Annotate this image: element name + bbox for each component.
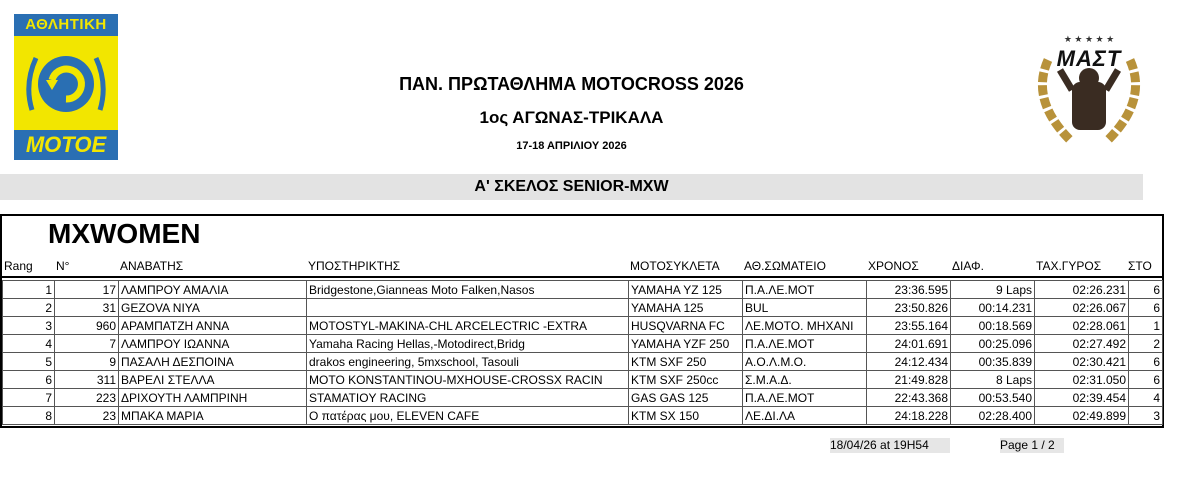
number-cell: 31 (55, 299, 119, 317)
number-cell: 17 (55, 281, 119, 299)
bestlap-cell: 02:26.067 (1035, 299, 1129, 317)
federation-logo-top-text: ΑΘΛΗΤΙΚΗ (14, 14, 118, 36)
lap-cell: 1 (1129, 317, 1163, 335)
rank-cell: 7 (3, 389, 55, 407)
club-cell: ΛΕ.ΜΟΤΟ. ΜΗΧΑΝΙ (743, 317, 867, 335)
gap-cell: 00:53.540 (951, 389, 1035, 407)
rank-cell: 4 (3, 335, 55, 353)
gap-cell: 00:18.569 (951, 317, 1035, 335)
lap-cell: 2 (1129, 335, 1163, 353)
table-row (3, 299, 1163, 317)
table-row (3, 335, 1163, 353)
report-timestamp: 18/04/26 at 19H54 (830, 438, 950, 453)
sponsor-cell: Yamaha Racing Hellas,-Motodirect,Bridg (307, 335, 629, 353)
club-cell: Α.Ο.Λ.Μ.Ο. (743, 353, 867, 371)
mast-logo-word: ΜΑΣΤ (1056, 46, 1122, 71)
rider-cell: ΑΡΑΜΠΑΤΖΗ ΑΝΝΑ (119, 317, 307, 335)
table-row (3, 281, 1163, 299)
lap-cell: 6 (1129, 353, 1163, 371)
time-cell: 23:50.826 (867, 299, 951, 317)
rider-cell: ΒΑΡΕΛΙ ΣΤΕΛΛΑ (119, 371, 307, 389)
col-number-header: N° (56, 259, 70, 273)
col-sponsor-header: ΥΠΟΣΤΗΡΙΚΤΗΣ (308, 259, 401, 273)
federation-logo-bottom-text: ΜΟΤΟΕ (14, 130, 118, 160)
championship-title: ΠΑΝ. ΠΡΩΤΑΘΛΗΜΑ MOTOCROSS 2026 (399, 74, 744, 94)
club-cell: Π.Α.ΛΕ.ΜΟΤ (743, 281, 867, 299)
rank-cell: 1 (3, 281, 55, 299)
motorcycle-cell: YAMAHA 125 (629, 299, 743, 317)
gap-cell: 9 Laps (951, 281, 1035, 299)
results-header-row (2, 257, 1162, 278)
motorcycle-cell: KTM SX 150 (629, 407, 743, 425)
club-cell: Π.Α.ΛΕ.ΜΟΤ (743, 389, 867, 407)
event-subtitle: 1ος ΑΓΩΝΑΣ-ΤΡΙΚΑΛΑ (479, 108, 664, 127)
sponsor-cell: STAMATIOY RACING (307, 389, 629, 407)
time-cell: 22:43.368 (867, 389, 951, 407)
sponsor-cell (307, 299, 629, 317)
lap-cell: 3 (1129, 407, 1163, 425)
gap-cell: 00:35.839 (951, 353, 1035, 371)
event-date: 17-18 ΑΠΡΙΛΙΟΥ 2026 (516, 140, 627, 152)
number-cell: 960 (55, 317, 119, 335)
col-rider-header: ΑΝΑΒΑΤΗΣ (120, 259, 184, 273)
rank-cell: 8 (3, 407, 55, 425)
lap-cell: 6 (1129, 299, 1163, 317)
stage-bar (0, 174, 1143, 200)
rank-cell: 2 (3, 299, 55, 317)
number-cell: 311 (55, 371, 119, 389)
rank-cell: 6 (3, 371, 55, 389)
rider-cell: ΜΠΑΚΑ ΜΑΡΙΑ (119, 407, 307, 425)
number-cell: 7 (55, 335, 119, 353)
time-cell: 24:01.691 (867, 335, 951, 353)
motorcycle-cell: GAS GAS 125 (629, 389, 743, 407)
motorcycle-cell: YAMAHA YZF 250 (629, 335, 743, 353)
lap-cell: 4 (1129, 389, 1163, 407)
svg-text:★ ★ ★ ★ ★: ★ ★ ★ ★ ★ (1063, 34, 1115, 44)
sponsor-cell: Ο πατέρας μου, ELEVEN CAFE (307, 407, 629, 425)
club-cell: ΛΕ.ΔΙ.ΛΑ (743, 407, 867, 425)
gap-cell: 8 Laps (951, 371, 1035, 389)
motorcycle-cell: KTM SXF 250 (629, 353, 743, 371)
bestlap-cell: 02:49.899 (1035, 407, 1129, 425)
stage-title: Α' ΣΚΕΛΟΣ SENIOR-MXW (474, 178, 669, 195)
table-row (3, 317, 1163, 335)
col-motorcycle-header: ΜΟΤΟΣΥΚΛΕΤΑ (630, 259, 720, 273)
time-cell: 24:18.228 (867, 407, 951, 425)
table-row (3, 389, 1163, 407)
motorcycle-cell: KTM SXF 250cc (629, 371, 743, 389)
bestlap-cell: 02:27.492 (1035, 335, 1129, 353)
lap-cell: 6 (1129, 281, 1163, 299)
motorcycle-cell: YAMAHA YZ 125 (629, 281, 743, 299)
number-cell: 223 (55, 389, 119, 407)
col-time-header: ΧΡΟΝΟΣ (868, 259, 919, 273)
bestlap-cell: 02:28.061 (1035, 317, 1129, 335)
col-club-header: ΑΘ.ΣΩΜΑΤΕΙΟ (744, 259, 826, 273)
time-cell: 23:55.164 (867, 317, 951, 335)
col-lap-header: ΣΤΟ (1128, 259, 1152, 273)
gap-cell: 00:25.096 (951, 335, 1035, 353)
motorcycle-cell: HUSQVARNA FC (629, 317, 743, 335)
col-rank-header: Rang (4, 259, 33, 273)
gap-cell: 02:28.400 (951, 407, 1035, 425)
col-bestlap-header: ΤΑΧ.ΓΥΡΟΣ (1036, 259, 1102, 273)
results-table (2, 280, 1163, 425)
time-cell: 23:36.595 (867, 281, 951, 299)
rider-cell: GEZOVA NIYA (119, 299, 307, 317)
bestlap-cell: 02:31.050 (1035, 371, 1129, 389)
gap-cell: 00:14.231 (951, 299, 1035, 317)
bestlap-cell: 02:26.231 (1035, 281, 1129, 299)
time-cell: 21:49.828 (867, 371, 951, 389)
col-gap-header: ΔΙΑΦ. (952, 259, 984, 273)
sponsor-cell: MOTO KONSTANTINOU-MXHOUSE-CROSSX RACIN (307, 371, 629, 389)
lap-cell: 6 (1129, 371, 1163, 389)
sponsor-cell: Bridgestone,Gianneas Moto Falken,Nasos (307, 281, 629, 299)
rider-cell: ΛΑΜΠΡΟΥ ΙΩΑΝΝΑ (119, 335, 307, 353)
time-cell: 24:12.434 (867, 353, 951, 371)
rider-cell: ΠΑΣΑΛΗ ΔΕΣΠΟΙΝΑ (119, 353, 307, 371)
club-cell: BUL (743, 299, 867, 317)
rank-cell: 5 (3, 353, 55, 371)
sponsor-cell: MOTOSTYL-MAKINA-CHL ARCELECTRIC -EXTRA (307, 317, 629, 335)
rank-cell: 3 (3, 317, 55, 335)
results-body (3, 281, 1163, 425)
table-row (3, 353, 1163, 371)
club-cell: Π.Α.ΛΕ.ΜΟΤ (743, 335, 867, 353)
bestlap-cell: 02:39.454 (1035, 389, 1129, 407)
table-row (3, 371, 1163, 389)
rider-cell: ΛΑΜΠΡΟΥ ΑΜΑΛΙΑ (119, 281, 307, 299)
number-cell: 23 (55, 407, 119, 425)
page-indicator: Page 1 / 2 (1000, 438, 1064, 453)
rider-cell: ΔΡΙΧΟΥΤΗ ΛΑΜΠΡΙΝΗ (119, 389, 307, 407)
sponsor-cell: drakos engineering, 5mxschool, Tasouli (307, 353, 629, 371)
table-row (3, 407, 1163, 425)
club-cell: Σ.Μ.Α.Δ. (743, 371, 867, 389)
bestlap-cell: 02:30.421 (1035, 353, 1129, 371)
number-cell: 9 (55, 353, 119, 371)
category-title: MXWOMEN (48, 218, 201, 249)
